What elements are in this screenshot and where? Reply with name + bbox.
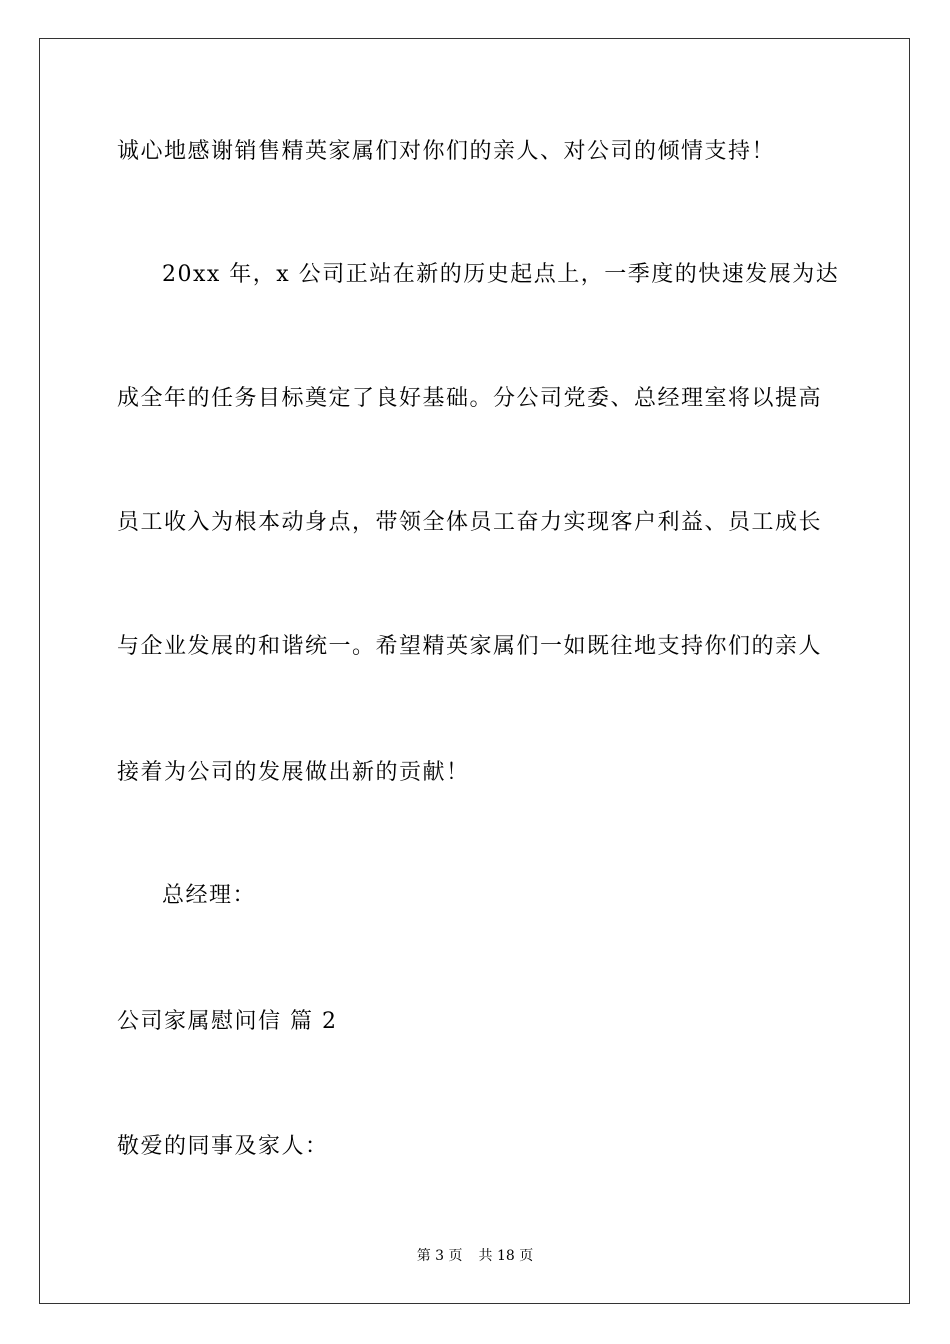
page-border (39, 38, 910, 1304)
page-number: 第 3 页 (416, 1248, 463, 1264)
signature-label: 总经理： (162, 883, 257, 908)
page-footer (0, 1246, 950, 1266)
text-line-6: 接着为公司的发展做出新的贡献！ (117, 760, 470, 785)
text-line-2: 20xx 年，x 公司正站在新的历史起点上，一季度的快速发展为达 (162, 262, 840, 287)
salutation: 敬爱的同事及家人： (117, 1134, 329, 1159)
text-line-5: 与企业发展的和谐统一。希望精英家属们一如既往地支持你们的亲人 (117, 634, 823, 659)
text-line-3: 成全年的任务目标奠定了良好基础。分公司党委、总经理室将以提高 (117, 386, 823, 411)
page-total: 共 18 页 (478, 1248, 534, 1264)
text-line-4: 员工收入为根本动身点，带领全体员工奋力实现客户利益、员工成长 (117, 510, 823, 535)
section-heading: 公司家属慰问信 篇 2 (117, 1009, 338, 1034)
text-line-1: 诚心地感谢销售精英家属们对你们的亲人、对公司的倾情支持！ (117, 139, 776, 164)
